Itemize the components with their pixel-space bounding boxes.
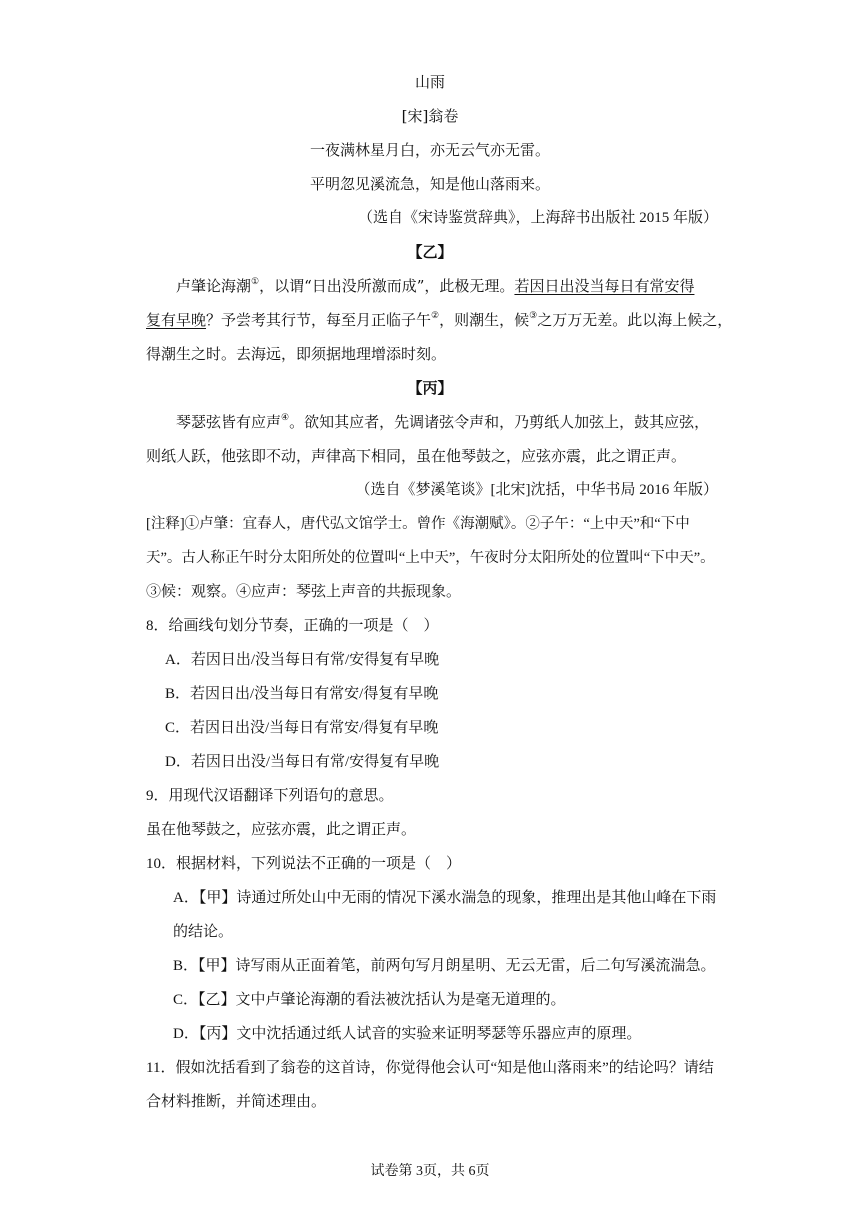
question-9-sentence: 虽在他琴鼓之，应弦亦震，此之谓正声。 (146, 822, 417, 838)
poem-title: 山雨 (414, 73, 445, 91)
question-10-option-c[interactable]: C．【乙】文中卢肇论海潮的看法被沈括认为是毫无道理的。 (173, 992, 566, 1008)
yi-line-3: 得潮生之时。去海远，即须据地理增添时刻。 (146, 345, 447, 363)
poem-source: （选自《宋诗鉴赏辞典》，上海辞书出版社 2015 年版） (357, 210, 718, 226)
question-10-option-a[interactable]: A．【甲】诗通过所处山中无雨的情况下溪水湍急的现象，推理出是其他山峰在下雨 (173, 890, 717, 906)
poem-line-1: 一夜满林星月白，亦无云气亦无雷。 (309, 141, 550, 159)
bing-line-2: 则纸人跃，他弦即不动，声律高下相同，虽在他琴鼓之，应弦亦震，此之谓正声。 (146, 447, 687, 465)
question-10-option-b[interactable]: B．【甲】诗写雨从正面着笔，前两句写月朗星明、无云无雷，后二句写溪流湍急。 (173, 958, 716, 974)
yi-text: ，以谓“日出没所激而成”，此极无理。 (259, 277, 515, 295)
underlined-sentence: 复有早晚 (146, 311, 207, 329)
bing-source: （选自《梦溪笔谈》[北宋]沈括，中华书局 2016 年版） (355, 482, 718, 498)
question-9-stem: 9．用现代汉语翻译下列语句的意思。 (146, 788, 394, 804)
yi-text: ，则潮生，候 (439, 311, 530, 329)
question-8-option-a[interactable]: A．若因日出/没当每日有常/安得复有早晚 (165, 652, 440, 668)
footnote-marker: ④ (281, 413, 290, 423)
notes-line-3: ③候：观察。④应声：琴弦上声音的共振现象。 (146, 584, 462, 600)
footnote-marker: ② (431, 311, 440, 321)
section-yi-heading: 【乙】 (407, 243, 453, 261)
question-8-stem: 8．给画线句划分节奏，正确的一项是（ ） (146, 618, 439, 634)
yi-text: ？予尝考其行节，每至月正临子午 (206, 311, 432, 329)
yi-line-1 (176, 276, 694, 296)
bing-line-1 (176, 412, 709, 432)
bing-text: 琴瑟弦皆有应声 (176, 413, 282, 431)
section-bing-heading: 【丙】 (407, 379, 453, 397)
notes-line-2: 天”。古人称正午时分太阳所处的位置叫“上中天”，午夜时分太阳所处的位置叫“下中天”。 (146, 550, 715, 566)
notes-line-1: [注释]①卢肇：宜春人，唐代弘文馆学士。曾作《海潮赋》。②子午：“上中天”和“下中 (146, 516, 690, 532)
page-footer: 试卷第 3页，共 6页 (370, 1164, 490, 1179)
footnote-marker: ③ (529, 311, 538, 321)
underlined-sentence: 若因日出没当每日有常安得 (514, 277, 695, 295)
question-10-option-d[interactable]: D．【丙】文中沈括通过纸人试音的实验来证明琴瑟等乐器应声的原理。 (173, 1026, 642, 1042)
question-8-option-c[interactable]: C．若因日出没/当每日有常安/得复有早晚 (165, 720, 439, 736)
question-8-option-d[interactable]: D．若因日出没/当每日有常/安得复有早晚 (165, 754, 440, 770)
question-10-stem: 10．根据材料，下列说法不正确的一项是（ ） (146, 856, 462, 872)
yi-line-2 (146, 310, 732, 330)
poem-author: [宋]翁卷 (401, 107, 459, 125)
question-10-option-a-cont: 的结论。 (173, 924, 234, 940)
bing-text: 。欲知其应者，先调诸弦令声和，乃剪纸人加弦上，鼓其应弦， (289, 413, 710, 431)
poem-line-2: 平明忽见溪流急，知是他山落雨来。 (309, 175, 550, 193)
yi-text: 之万万无差。此以海上候之， (537, 311, 733, 329)
question-8-option-b[interactable]: B．若因日出/没当每日有常安/得复有早晚 (165, 686, 439, 702)
yi-text: 卢肇论海潮 (176, 277, 252, 295)
question-11-line-2: 合材料推断，并简述理由。 (146, 1094, 327, 1110)
footnote-marker: ① (251, 277, 260, 287)
question-11-line-1: 11．假如沈括看到了翁卷的这首诗，你觉得他会认可“知是他山落雨来”的结论吗？请结 (146, 1060, 714, 1076)
